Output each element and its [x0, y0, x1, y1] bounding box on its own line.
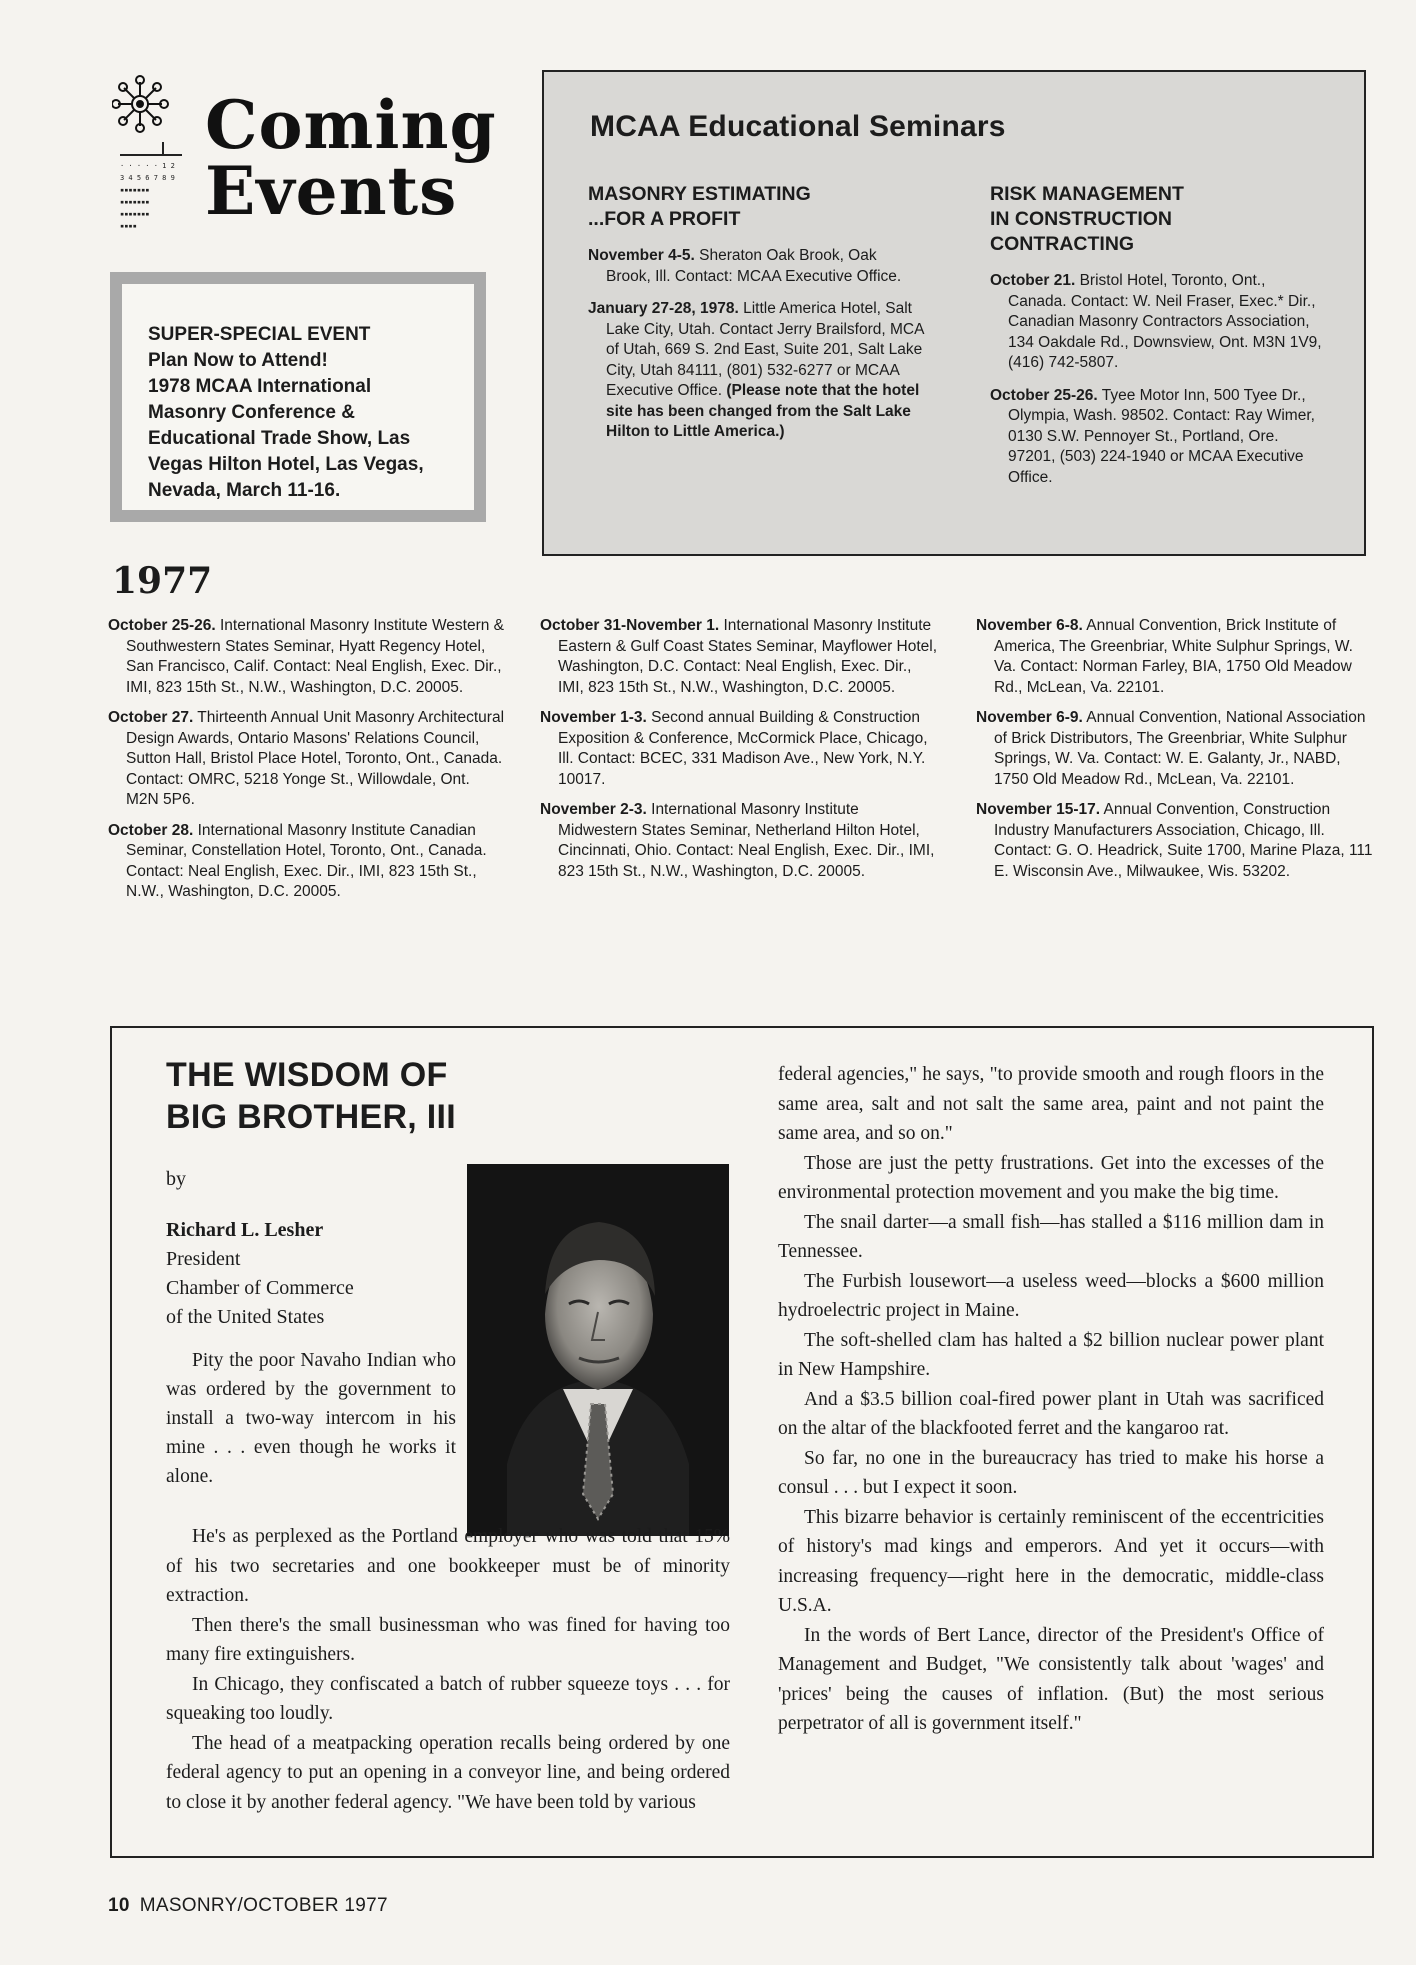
article-title [166, 1054, 456, 1138]
event-entry [540, 800, 938, 882]
entry-text: Little America Hotel, Salt Lake City, Utah. Contact Jerry Brailsford, MCA of Utah, 669 S. 2nd East, Suite 201, Salt Lake City, Utah 84111, (801) 532-6277 or MCAA Executive Office. [606, 300, 924, 399]
entry-text: Second annual Building & Construction Exposition & Conference, McCormick Place, Chicago, Ill. Contact: BCEC, 331 Madison Ave., New York, N.Y. 10017. [558, 709, 928, 788]
title-line-2: Events [205, 152, 458, 230]
seminar-entry [990, 386, 1326, 489]
seminar-heading [588, 182, 924, 232]
calendar-flower-icon [112, 70, 192, 250]
entry-text: Annual Convention, Brick Institute of America, The Greenbriar, White Sulphur Springs, W. Va. Contact: Norman Farley, BIA, 1750 Old Meadow Rd., McLean, Va. 22101. [994, 617, 1353, 696]
article-paragraph: So far, no one in the bureaucracy has tried to make his horse a consul . . . but I expect it soon. [778, 1447, 1324, 1498]
seminar-entry [588, 246, 924, 287]
entry-text: International Masonry Institute Western & Southwestern States Seminar, Hyatt Regency Hotel, San Francisco, Calif. Contact: Neal English, Exec. Dir., IMI, 823 15th St., N.W., Washington, D.C. 20005. [126, 617, 505, 696]
seminar-column [990, 182, 1326, 500]
article-title-line: BIG BROTHER, III [166, 1098, 457, 1136]
year-heading: 1977 [112, 560, 213, 602]
special-event-body: 1978 MCAA International Masonry Conference & Educational Trade Show, Las Vegas Hilton Hotel, Las Vegas, Nevada, March 11-16. [148, 376, 424, 501]
seminars-box [542, 70, 1366, 556]
special-event-content [122, 284, 474, 510]
author-name: Richard L. Lesher [166, 1219, 324, 1241]
entry-date: October 28. [108, 821, 194, 839]
seminar-entry [588, 299, 924, 443]
events-column [976, 616, 1374, 892]
entry-date: January 27-28, 1978. [588, 300, 739, 317]
page-title [205, 86, 525, 230]
event-entry [976, 708, 1374, 790]
article-paragraph: The snail darter—a small fish—has stalled a $116 million dam in Tennessee. [778, 1211, 1324, 1262]
article-intro [166, 1346, 456, 1491]
article-paragraph: In Chicago, they confiscated a batch of rubber squeeze toys . . . for squeaking too loudly. [166, 1673, 730, 1724]
article-paragraph: Pity the poor Navaho Indian who was ordered by the government to install a two-way intercom in his mine . . . even though he works it alone. [166, 1350, 456, 1487]
author-title: Chamber of Commerce [166, 1277, 354, 1299]
entry-date: October 27. [108, 709, 194, 726]
svg-text:▪▪▪▪: ▪▪▪▪ [120, 222, 137, 230]
page-footer [108, 1895, 388, 1917]
entry-date: October 25-26. [108, 617, 216, 634]
article-paragraph: Those are just the petty frustrations. Get into the excesses of the environmental protection movement and you make the big time. [778, 1152, 1324, 1203]
entry-date: November 15-17. [976, 801, 1101, 818]
entry-text: Sheraton Oak Brook, Oak Brook, Ill. Contact: MCAA Executive Office. [606, 247, 902, 285]
event-entry [540, 708, 938, 790]
svg-text:3 4 5 6 7 8 9: 3 4 5 6 7 8 9 [120, 174, 175, 182]
special-event-box [110, 272, 486, 522]
article-box [110, 1026, 1374, 1858]
seminars-title: MCAA Educational Seminars [590, 110, 1006, 143]
entry-date: October 25-26. [990, 386, 1098, 404]
article-paragraph: In the words of Bert Lance, director of the President's Office of Management and Budget, "We consistently talk about 'wages' and 'prices' being the causes of inflation. (But) the most serious perpetrator of all is government itself." [778, 1624, 1324, 1734]
event-entry [540, 616, 938, 698]
article-paragraph: Then there's the small businessman who was fined for having too many fire extinguishers. [166, 1614, 730, 1665]
article-right-column [778, 1060, 1324, 1739]
entry-date: November 2-3. [540, 801, 647, 818]
article-paragraph: The soft-shelled clam has halted a $2 billion nuclear power plant in New Hampshire. [778, 1329, 1324, 1380]
entry-date: November 6-8. [976, 617, 1083, 634]
entry-text: International Masonry Institute Eastern & Gulf Coast States Seminar, Mayflower Hotel, Washington, D.C. Contact: Neal English, Exec. Dir., IMI, 823 15th St., N.W., Washington, D.C. 20005. [558, 617, 938, 696]
article-left-column [166, 1522, 730, 1817]
entry-date: October 21. [990, 272, 1076, 289]
entry-date: November 4-5. [588, 247, 695, 264]
seminar-heading-line: ...FOR A PROFIT [588, 208, 741, 230]
entry-text: International Masonry Institute Midwestern States Seminar, Netherland Hilton Hotel, Cincinnati, Ohio. Contact: Neal English, Exec. Dir., IMI, 823 15th St., N.W., Washington, D.C. 20005. [558, 801, 935, 880]
seminar-heading-line: IN CONSTRUCTION [990, 208, 1172, 230]
entry-note: (Please note that the hotel site has been changed from the Salt Lake Hilton to Little America.) [606, 382, 920, 440]
entry-date: October 31-November 1. [540, 617, 720, 634]
svg-text:▪▪▪▪▪▪▪: ▪▪▪▪▪▪▪ [120, 186, 150, 194]
entry-text: Annual Convention, Construction Industry Manufacturers Association, Chicago, Ill. Contact: G. O. Headrick, Suite 1700, Marine Plaza, 111 E. Wisconsin Ave., Milwaukee, Wis. 53202. [994, 801, 1373, 880]
seminar-heading-line: RISK MANAGEMENT [990, 183, 1184, 205]
seminar-heading-line: CONTRACTING [990, 233, 1135, 255]
entry-date: November 6-9. [976, 709, 1083, 726]
entry-text: Annual Convention, National Association of Brick Distributors, The Greenbriar, White Sulphur Springs, W. Va. Contact: W. E. Galanty, Jr., NABD, 1750 Old Meadow Rd., McLean, Va. 22101. [994, 709, 1366, 788]
article-paragraph: This bizarre behavior is certainly reminiscent of the eccentricities of history's mad kings and emperors. And yet it occurs—with increasing frequency—right here in the democratic, middle-class U.S.A. [778, 1506, 1324, 1616]
title-line-1: Coming [205, 86, 497, 164]
seminar-heading-line: MASONRY ESTIMATING [588, 183, 811, 205]
events-column [108, 616, 506, 913]
events-column [540, 616, 938, 892]
entry-text: Thirteenth Annual Unit Masonry Architectural Design Awards, Ontario Masons' Relations Council, Sutton Hall, Bristol Place Hotel, Toronto, Ont., Canada. Contact: OMRC, 5218 Yonge St., Willowdale, Ont. M2N 5P6. [126, 709, 505, 808]
author-title: of the United States [166, 1306, 325, 1328]
event-entry [108, 708, 506, 811]
author-portrait [467, 1164, 729, 1536]
svg-text:· · · · · 1 2: · · · · · 1 2 [120, 162, 175, 170]
seminar-heading [990, 182, 1326, 257]
article-paragraph: And a $3.5 billion coal-fired power plant in Utah was sacrificed on the altar of the blackfooted ferret and the kangaroo rat. [778, 1388, 1324, 1439]
svg-text:▪▪▪▪▪▪▪: ▪▪▪▪▪▪▪ [120, 210, 150, 218]
seminar-entry [990, 271, 1326, 374]
author-title: President [166, 1248, 241, 1270]
event-entry [108, 616, 506, 698]
event-entry [976, 616, 1374, 698]
entry-text: Bristol Hotel, Toronto, Ont., Canada. Contact: W. Neil Fraser, Exec.* Dir., Canadian Masonry Contractors Association, 134 Oakdale Rd., Downsview, Ont. M3N 1V9, (416) 742-5807. [1008, 272, 1322, 371]
event-entry [108, 821, 506, 903]
entry-text: International Masonry Institute Canadian Seminar, Constellation Hotel, Toronto, Ont., Canada. Contact: Neal English, Exec. Dir., IMI, 823 15th St., N.W., Washington, D.C. 20005. [126, 821, 487, 900]
article-paragraph: federal agencies," he says, "to provide smooth and rough floors in the same area, salt and not salt the same area, paint and not paint the same area, and so on." [778, 1064, 1324, 1144]
seminar-column [588, 182, 924, 455]
article-title-line: THE WISDOM OF [166, 1056, 448, 1094]
entry-text: Tyee Motor Inn, 500 Tyee Dr., Olympia, Wash. 98502. Contact: Ray Wimer, 0130 S.W. Pennoyer St., Portland, Ore. 97201, (503) 224-1940 or MCAA Executive Office. [1008, 386, 1315, 486]
special-event-line1: SUPER-SPECIAL EVENT [148, 324, 371, 345]
article-paragraph: The Furbish lousewort—a useless weed—blocks a $600 million hydroelectric project in Maine. [778, 1270, 1324, 1321]
special-event-line2: Plan Now to Attend! [148, 350, 328, 371]
author-block [166, 1216, 354, 1332]
article-paragraph: He's as perplexed as the Portland employer who was told that 15% of his two secretaries and one bookkeeper must be of minority extraction. [166, 1526, 730, 1606]
svg-text:▪▪▪▪▪▪▪: ▪▪▪▪▪▪▪ [120, 198, 150, 206]
page-number: 10 [108, 1895, 130, 1916]
byline: by [166, 1168, 186, 1190]
publication-line: MASONRY/OCTOBER 1977 [139, 1895, 388, 1916]
entry-date: November 1-3. [540, 709, 647, 726]
event-entry [976, 800, 1374, 882]
article-paragraph: The head of a meatpacking operation recalls being ordered by one federal agency to put an opening in a conveyor line, and being ordered to close it by another federal agency. "We have been told by various [166, 1732, 730, 1813]
